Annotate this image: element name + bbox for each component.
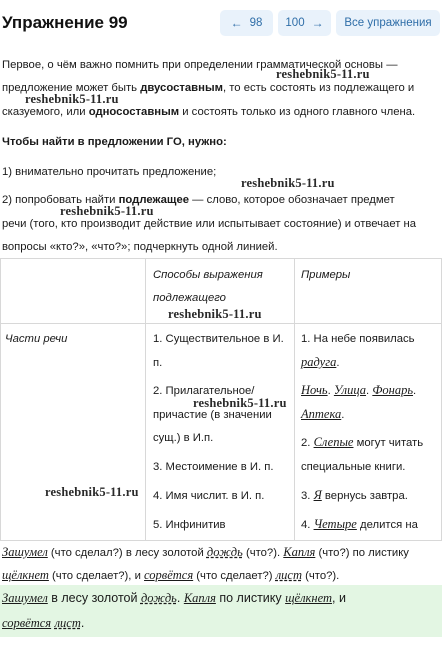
way-5: 5. Инфинитив — [153, 519, 226, 531]
watermark: reshebnik5-11.ru — [276, 67, 370, 81]
example-block-cont: Аптека. — [301, 407, 345, 421]
way-2-cont: причастие (в значении — [153, 409, 272, 421]
howto-step-2-line-3: вопросы «кто?», «что?»; подчеркнуть одной линией. — [2, 241, 278, 253]
intro-line-3: сказуемого, или односоставным и состоять только из одного главного члена. — [2, 106, 416, 118]
table-border — [294, 259, 295, 540]
next-exercise-button[interactable] — [278, 10, 331, 36]
answer-line-1: Зашумел в лесу золотой дождь. Капля по листику щёлкнет, и — [2, 591, 346, 605]
watermark: reshebnik5-11.ru — [45, 485, 139, 499]
table-header-ways-2: подлежащего — [153, 292, 226, 304]
howto-step-1: 1) внимательно прочитать предложение; — [2, 166, 217, 178]
example-2: 2. Слепые могут читать — [301, 435, 424, 449]
way-2-cont-2: сущ.) в И.п. — [153, 432, 214, 444]
task-line-2: щёлкнет (что сделает?), и сорвётся (что сделает?) лист (что?). — [2, 568, 340, 582]
table-header-examples: Примеры — [301, 269, 351, 281]
way-2: 2. Прилагательное/ — [153, 385, 255, 397]
way-3: 3. Местоимение в И. п. — [153, 461, 274, 473]
way-1: 1. Существительное в И. — [153, 333, 284, 345]
answer-block — [0, 585, 442, 637]
prev-exercise-button[interactable] — [220, 10, 273, 36]
example-2-cont: специальные книги. — [301, 461, 406, 473]
example-block: Ночь. Улица. Фонарь. — [301, 383, 417, 397]
table-border — [145, 259, 146, 540]
watermark: reshebnik5-11.ru — [60, 204, 154, 218]
intro-line-1: Первое, о чём важно помнить при определении грамматической основы — — [2, 59, 398, 71]
example-1: 1. На небе появилась — [301, 333, 415, 345]
all-exercises-button[interactable] — [336, 10, 440, 36]
example-3: 3. Я вернусь завтра. — [301, 488, 408, 502]
watermark: reshebnik5-11.ru — [241, 176, 335, 190]
arrow-right-icon: → — [311, 16, 324, 30]
row-label-parts-of-speech: Части речи — [5, 333, 68, 345]
table-border — [0, 259, 1, 540]
watermark: reshebnik5-11.ru — [25, 92, 119, 106]
example-4: 4. Четыре делится на — [301, 517, 418, 531]
arrow-left-icon: ← — [230, 16, 243, 30]
answer-line-2: сорвётся лист. — [2, 616, 85, 630]
example-1-cont: радуга. — [301, 355, 340, 369]
howto-step-2-line-2: речи (того, кто производит действие или испытывает состояние) и отвечает на — [2, 218, 417, 230]
task-line-1: Зашумел (что сделал?) в лесу золотой дождь (что?). Капля (что?) по листику — [2, 545, 409, 559]
table-header-ways: Способы выражения — [153, 269, 263, 281]
next-exercise-label: 100 — [285, 17, 305, 29]
howto-step-2-line-1: 2) попробовать найти подлежащее — слово, которое обозначает предмет — [2, 194, 395, 206]
way-4: 4. Имя числит. в И. п. — [153, 490, 265, 502]
intro-line-2: предложение может быть двусоставным, то есть состоять из подлежащего и — [2, 82, 415, 94]
all-exercises-label: Все упражнения — [344, 17, 432, 29]
way-1-cont: п. — [153, 357, 163, 369]
table-border — [0, 323, 442, 324]
watermark: reshebnik5-11.ru — [168, 307, 262, 321]
watermark: reshebnik5-11.ru — [193, 396, 287, 410]
prev-exercise-label: 98 — [249, 17, 263, 29]
page-title: Упражнение 99 — [2, 13, 128, 32]
page-header — [0, 0, 442, 50]
howto-heading: Чтобы найти в предложении ГО, нужно: — [2, 136, 227, 148]
